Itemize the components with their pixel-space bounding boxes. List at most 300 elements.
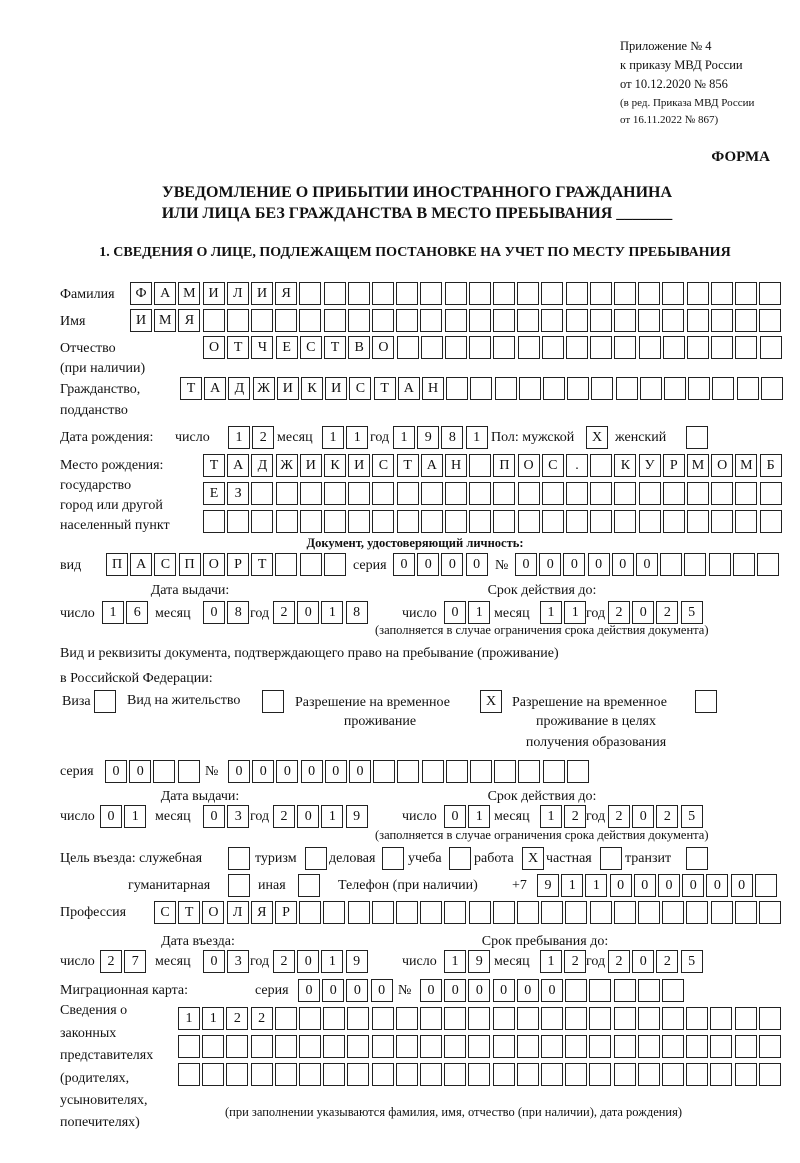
char-cell[interactable] xyxy=(226,1063,248,1086)
char-cell[interactable] xyxy=(589,979,611,1002)
char-cell[interactable] xyxy=(494,760,516,783)
char-cell[interactable]: 0 xyxy=(349,760,371,783)
char-cell[interactable]: 2 xyxy=(656,805,678,828)
char-cell[interactable] xyxy=(640,377,662,400)
char-cell[interactable] xyxy=(664,377,686,400)
char-cell[interactable] xyxy=(299,1007,321,1030)
char-cell[interactable] xyxy=(565,901,587,924)
char-cell[interactable]: Б xyxy=(760,454,782,477)
char-cell[interactable] xyxy=(614,510,636,533)
char-cell[interactable]: 0 xyxy=(346,979,368,1002)
char-cell[interactable] xyxy=(543,377,565,400)
char-cell[interactable] xyxy=(711,309,733,332)
char-cell[interactable] xyxy=(493,1063,515,1086)
char-cell[interactable]: О xyxy=(202,901,224,924)
char-cell[interactable]: 0 xyxy=(539,553,561,576)
char-cell[interactable]: 0 xyxy=(297,805,319,828)
char-cell[interactable] xyxy=(420,1035,442,1058)
char-cell[interactable] xyxy=(202,1035,224,1058)
char-cell[interactable] xyxy=(275,1035,297,1058)
char-cell[interactable]: Т xyxy=(324,336,346,359)
char-cell[interactable] xyxy=(420,1063,442,1086)
char-cell[interactable]: Ж xyxy=(253,377,275,400)
char-cell[interactable] xyxy=(372,901,394,924)
char-cell[interactable]: 1 xyxy=(585,874,607,897)
char-cell[interactable] xyxy=(396,282,418,305)
char-cell[interactable] xyxy=(589,1007,611,1030)
char-cell[interactable] xyxy=(614,1035,636,1058)
char-cell[interactable] xyxy=(710,1035,732,1058)
char-cell[interactable] xyxy=(324,282,346,305)
char-cell[interactable] xyxy=(614,901,636,924)
char-cell[interactable] xyxy=(444,1035,466,1058)
char-cell[interactable]: 2 xyxy=(608,950,630,973)
char-cell[interactable]: О xyxy=(203,553,225,576)
char-cell[interactable] xyxy=(493,336,515,359)
char-cell[interactable]: 0 xyxy=(105,760,127,783)
char-cell[interactable]: 1 xyxy=(444,950,466,973)
char-cell[interactable] xyxy=(735,510,757,533)
char-cell[interactable]: 0 xyxy=(563,553,585,576)
char-cell[interactable] xyxy=(735,1063,757,1086)
char-cell[interactable] xyxy=(567,377,589,400)
char-cell[interactable]: Ж xyxy=(276,454,298,477)
checkbox[interactable] xyxy=(695,690,717,713)
char-cell[interactable] xyxy=(567,760,589,783)
char-cell[interactable]: С xyxy=(349,377,371,400)
char-cell[interactable] xyxy=(711,282,733,305)
char-cell[interactable] xyxy=(589,1063,611,1086)
char-cell[interactable] xyxy=(421,510,443,533)
char-cell[interactable] xyxy=(397,510,419,533)
char-cell[interactable]: И xyxy=(325,377,347,400)
char-cell[interactable] xyxy=(275,1063,297,1086)
char-cell[interactable]: З xyxy=(227,482,249,505)
char-cell[interactable] xyxy=(757,553,779,576)
char-cell[interactable] xyxy=(590,901,612,924)
char-cell[interactable]: 0 xyxy=(420,979,442,1002)
char-cell[interactable] xyxy=(227,510,249,533)
char-cell[interactable]: Я xyxy=(178,309,200,332)
char-cell[interactable] xyxy=(324,309,346,332)
char-cell[interactable]: 0 xyxy=(515,553,537,576)
char-cell[interactable] xyxy=(323,901,345,924)
char-cell[interactable]: 1 xyxy=(178,1007,200,1030)
char-cell[interactable]: У xyxy=(639,454,661,477)
char-cell[interactable] xyxy=(565,1035,587,1058)
char-cell[interactable] xyxy=(347,1035,369,1058)
char-cell[interactable]: И xyxy=(203,282,225,305)
checkbox[interactable] xyxy=(262,690,284,713)
char-cell[interactable]: 0 xyxy=(444,805,466,828)
char-cell[interactable] xyxy=(565,1007,587,1030)
char-cell[interactable]: 0 xyxy=(417,553,439,576)
char-cell[interactable] xyxy=(541,1035,563,1058)
char-cell[interactable] xyxy=(420,282,442,305)
char-cell[interactable]: А xyxy=(421,454,443,477)
char-cell[interactable] xyxy=(684,553,706,576)
char-cell[interactable]: И xyxy=(300,454,322,477)
char-cell[interactable]: 1 xyxy=(540,805,562,828)
char-cell[interactable] xyxy=(372,482,394,505)
char-cell[interactable]: Я xyxy=(251,901,273,924)
char-cell[interactable]: 9 xyxy=(537,874,559,897)
char-cell[interactable]: О xyxy=(372,336,394,359)
char-cell[interactable]: Т xyxy=(203,454,225,477)
char-cell[interactable] xyxy=(687,309,709,332)
char-cell[interactable] xyxy=(711,510,733,533)
char-cell[interactable]: О xyxy=(711,454,733,477)
char-cell[interactable]: 9 xyxy=(346,950,368,973)
char-cell[interactable] xyxy=(348,510,370,533)
char-cell[interactable] xyxy=(396,1063,418,1086)
char-cell[interactable] xyxy=(347,1007,369,1030)
char-cell[interactable]: Т xyxy=(227,336,249,359)
char-cell[interactable] xyxy=(686,1007,708,1030)
char-cell[interactable] xyxy=(759,1035,781,1058)
char-cell[interactable] xyxy=(638,1007,660,1030)
char-cell[interactable]: 1 xyxy=(561,874,583,897)
char-cell[interactable]: 0 xyxy=(100,805,122,828)
char-cell[interactable] xyxy=(153,760,175,783)
char-cell[interactable]: 2 xyxy=(608,805,630,828)
char-cell[interactable] xyxy=(323,1063,345,1086)
char-cell[interactable] xyxy=(759,309,781,332)
char-cell[interactable]: Д xyxy=(251,454,273,477)
char-cell[interactable] xyxy=(759,901,781,924)
char-cell[interactable] xyxy=(372,309,394,332)
char-cell[interactable]: С xyxy=(300,336,322,359)
char-cell[interactable] xyxy=(709,553,731,576)
checkbox[interactable] xyxy=(94,690,116,713)
char-cell[interactable]: 0 xyxy=(658,874,680,897)
char-cell[interactable] xyxy=(469,901,491,924)
char-cell[interactable]: Н xyxy=(422,377,444,400)
char-cell[interactable] xyxy=(469,282,491,305)
char-cell[interactable] xyxy=(687,482,709,505)
char-cell[interactable] xyxy=(616,377,638,400)
char-cell[interactable] xyxy=(761,377,783,400)
char-cell[interactable] xyxy=(299,901,321,924)
char-cell[interactable] xyxy=(759,1063,781,1086)
char-cell[interactable]: 1 xyxy=(202,1007,224,1030)
char-cell[interactable] xyxy=(542,482,564,505)
char-cell[interactable] xyxy=(324,482,346,505)
char-cell[interactable] xyxy=(638,282,660,305)
char-cell[interactable]: Р xyxy=(227,553,249,576)
char-cell[interactable] xyxy=(614,309,636,332)
char-cell[interactable]: 0 xyxy=(493,979,515,1002)
char-cell[interactable] xyxy=(688,377,710,400)
char-cell[interactable] xyxy=(686,1063,708,1086)
char-cell[interactable] xyxy=(420,309,442,332)
char-cell[interactable]: 0 xyxy=(636,553,658,576)
char-cell[interactable]: 2 xyxy=(608,601,630,624)
char-cell[interactable]: 1 xyxy=(346,426,368,449)
char-cell[interactable] xyxy=(519,377,541,400)
char-cell[interactable] xyxy=(735,309,757,332)
char-cell[interactable] xyxy=(662,1007,684,1030)
char-cell[interactable]: И xyxy=(251,282,273,305)
char-cell[interactable] xyxy=(468,1035,490,1058)
char-cell[interactable] xyxy=(760,336,782,359)
char-cell[interactable]: Т xyxy=(180,377,202,400)
char-cell[interactable]: 0 xyxy=(203,805,225,828)
char-cell[interactable] xyxy=(396,309,418,332)
char-cell[interactable] xyxy=(660,553,682,576)
char-cell[interactable]: 0 xyxy=(203,950,225,973)
checkbox[interactable] xyxy=(305,847,327,870)
char-cell[interactable]: П xyxy=(493,454,515,477)
char-cell[interactable]: 2 xyxy=(252,426,274,449)
char-cell[interactable]: Я xyxy=(275,282,297,305)
char-cell[interactable]: 1 xyxy=(322,426,344,449)
char-cell[interactable] xyxy=(733,553,755,576)
char-cell[interactable] xyxy=(686,1035,708,1058)
char-cell[interactable] xyxy=(614,482,636,505)
char-cell[interactable] xyxy=(687,336,709,359)
char-cell[interactable] xyxy=(445,309,467,332)
char-cell[interactable] xyxy=(469,454,491,477)
char-cell[interactable]: Р xyxy=(275,901,297,924)
char-cell[interactable]: Л xyxy=(227,282,249,305)
char-cell[interactable]: А xyxy=(398,377,420,400)
char-cell[interactable] xyxy=(662,1035,684,1058)
char-cell[interactable] xyxy=(638,1035,660,1058)
char-cell[interactable] xyxy=(662,309,684,332)
char-cell[interactable] xyxy=(760,510,782,533)
char-cell[interactable]: О xyxy=(518,454,540,477)
char-cell[interactable] xyxy=(687,510,709,533)
char-cell[interactable]: 0 xyxy=(252,760,274,783)
char-cell[interactable]: 0 xyxy=(444,601,466,624)
char-cell[interactable] xyxy=(251,510,273,533)
char-cell[interactable]: 0 xyxy=(297,950,319,973)
char-cell[interactable] xyxy=(590,454,612,477)
char-cell[interactable] xyxy=(226,1035,248,1058)
char-cell[interactable] xyxy=(372,1007,394,1030)
char-cell[interactable]: 2 xyxy=(226,1007,248,1030)
char-cell[interactable] xyxy=(687,282,709,305)
char-cell[interactable] xyxy=(493,482,515,505)
char-cell[interactable] xyxy=(372,510,394,533)
char-cell[interactable] xyxy=(469,309,491,332)
char-cell[interactable]: Ч xyxy=(251,336,273,359)
char-cell[interactable]: 0 xyxy=(441,553,463,576)
checkbox[interactable] xyxy=(686,426,708,449)
char-cell[interactable] xyxy=(663,510,685,533)
char-cell[interactable] xyxy=(299,309,321,332)
char-cell[interactable] xyxy=(590,336,612,359)
char-cell[interactable] xyxy=(518,336,540,359)
char-cell[interactable] xyxy=(712,377,734,400)
char-cell[interactable]: А xyxy=(227,454,249,477)
char-cell[interactable] xyxy=(348,901,370,924)
char-cell[interactable] xyxy=(469,336,491,359)
char-cell[interactable] xyxy=(178,760,200,783)
char-cell[interactable] xyxy=(662,979,684,1002)
char-cell[interactable]: В xyxy=(348,336,370,359)
char-cell[interactable] xyxy=(639,510,661,533)
char-cell[interactable]: С xyxy=(154,901,176,924)
char-cell[interactable]: Р xyxy=(663,454,685,477)
checkbox[interactable] xyxy=(686,847,708,870)
char-cell[interactable] xyxy=(590,482,612,505)
char-cell[interactable]: К xyxy=(324,454,346,477)
char-cell[interactable] xyxy=(517,1063,539,1086)
char-cell[interactable] xyxy=(755,874,777,897)
char-cell[interactable]: 0 xyxy=(228,760,250,783)
char-cell[interactable]: 2 xyxy=(273,805,295,828)
char-cell[interactable]: 0 xyxy=(634,874,656,897)
char-cell[interactable]: 9 xyxy=(468,950,490,973)
char-cell[interactable]: С xyxy=(154,553,176,576)
char-cell[interactable] xyxy=(300,510,322,533)
char-cell[interactable] xyxy=(372,282,394,305)
char-cell[interactable]: 0 xyxy=(706,874,728,897)
char-cell[interactable] xyxy=(614,1007,636,1030)
char-cell[interactable] xyxy=(565,1063,587,1086)
char-cell[interactable] xyxy=(662,1063,684,1086)
char-cell[interactable] xyxy=(348,482,370,505)
char-cell[interactable] xyxy=(445,336,467,359)
char-cell[interactable] xyxy=(541,309,563,332)
char-cell[interactable] xyxy=(543,760,565,783)
char-cell[interactable] xyxy=(275,1007,297,1030)
checkbox[interactable] xyxy=(228,874,250,897)
char-cell[interactable]: 2 xyxy=(656,601,678,624)
char-cell[interactable]: 8 xyxy=(441,426,463,449)
char-cell[interactable]: 2 xyxy=(100,950,122,973)
char-cell[interactable] xyxy=(468,1063,490,1086)
char-cell[interactable]: 5 xyxy=(681,601,703,624)
char-cell[interactable]: Ф xyxy=(130,282,152,305)
char-cell[interactable] xyxy=(470,760,492,783)
char-cell[interactable]: 2 xyxy=(273,950,295,973)
char-cell[interactable] xyxy=(565,979,587,1002)
char-cell[interactable] xyxy=(227,309,249,332)
char-cell[interactable] xyxy=(735,1007,757,1030)
char-cell[interactable]: 1 xyxy=(321,601,343,624)
char-cell[interactable] xyxy=(686,901,708,924)
char-cell[interactable] xyxy=(517,309,539,332)
char-cell[interactable]: 0 xyxy=(301,760,323,783)
char-cell[interactable] xyxy=(202,1063,224,1086)
char-cell[interactable]: А xyxy=(204,377,226,400)
char-cell[interactable] xyxy=(420,901,442,924)
char-cell[interactable] xyxy=(276,482,298,505)
char-cell[interactable] xyxy=(495,377,517,400)
char-cell[interactable] xyxy=(760,482,782,505)
char-cell[interactable]: 0 xyxy=(588,553,610,576)
char-cell[interactable] xyxy=(397,760,419,783)
char-cell[interactable] xyxy=(541,282,563,305)
checkbox[interactable] xyxy=(600,847,622,870)
char-cell[interactable] xyxy=(735,1035,757,1058)
char-cell[interactable] xyxy=(275,553,297,576)
checkbox[interactable]: X xyxy=(586,426,608,449)
char-cell[interactable] xyxy=(444,901,466,924)
char-cell[interactable]: Л xyxy=(227,901,249,924)
char-cell[interactable]: 2 xyxy=(564,950,586,973)
char-cell[interactable] xyxy=(735,901,757,924)
char-cell[interactable] xyxy=(662,282,684,305)
char-cell[interactable]: П xyxy=(106,553,128,576)
char-cell[interactable]: . xyxy=(566,454,588,477)
char-cell[interactable] xyxy=(566,510,588,533)
checkbox[interactable] xyxy=(228,847,250,870)
char-cell[interactable] xyxy=(542,510,564,533)
char-cell[interactable] xyxy=(446,760,468,783)
char-cell[interactable]: 0 xyxy=(632,950,654,973)
char-cell[interactable]: 1 xyxy=(468,601,490,624)
char-cell[interactable] xyxy=(566,282,588,305)
char-cell[interactable] xyxy=(203,309,225,332)
char-cell[interactable]: 1 xyxy=(321,805,343,828)
char-cell[interactable]: М xyxy=(735,454,757,477)
char-cell[interactable]: 0 xyxy=(129,760,151,783)
char-cell[interactable] xyxy=(251,1063,273,1086)
char-cell[interactable]: 7 xyxy=(124,950,146,973)
char-cell[interactable]: 0 xyxy=(632,601,654,624)
char-cell[interactable] xyxy=(421,482,443,505)
char-cell[interactable]: 0 xyxy=(203,601,225,624)
char-cell[interactable] xyxy=(517,901,539,924)
char-cell[interactable] xyxy=(710,1007,732,1030)
char-cell[interactable] xyxy=(589,1035,611,1058)
char-cell[interactable]: 0 xyxy=(444,979,466,1002)
char-cell[interactable]: 6 xyxy=(126,601,148,624)
char-cell[interactable]: О xyxy=(203,336,225,359)
char-cell[interactable] xyxy=(614,979,636,1002)
char-cell[interactable] xyxy=(444,1063,466,1086)
char-cell[interactable] xyxy=(251,482,273,505)
char-cell[interactable] xyxy=(446,377,468,400)
char-cell[interactable]: 0 xyxy=(325,760,347,783)
char-cell[interactable] xyxy=(759,1007,781,1030)
char-cell[interactable]: 1 xyxy=(540,950,562,973)
char-cell[interactable]: 8 xyxy=(346,601,368,624)
char-cell[interactable]: 8 xyxy=(227,601,249,624)
char-cell[interactable] xyxy=(396,1007,418,1030)
checkbox[interactable]: X xyxy=(480,690,502,713)
char-cell[interactable] xyxy=(518,760,540,783)
char-cell[interactable]: 2 xyxy=(273,601,295,624)
char-cell[interactable] xyxy=(542,336,564,359)
char-cell[interactable] xyxy=(203,510,225,533)
char-cell[interactable] xyxy=(638,979,660,1002)
char-cell[interactable]: Е xyxy=(203,482,225,505)
char-cell[interactable] xyxy=(735,282,757,305)
char-cell[interactable]: 0 xyxy=(322,979,344,1002)
char-cell[interactable]: 2 xyxy=(656,950,678,973)
char-cell[interactable] xyxy=(493,282,515,305)
char-cell[interactable] xyxy=(347,1063,369,1086)
char-cell[interactable] xyxy=(735,336,757,359)
char-cell[interactable]: Т xyxy=(251,553,273,576)
char-cell[interactable] xyxy=(737,377,759,400)
char-cell[interactable]: 1 xyxy=(466,426,488,449)
char-cell[interactable] xyxy=(590,282,612,305)
char-cell[interactable]: 5 xyxy=(681,950,703,973)
char-cell[interactable]: 0 xyxy=(298,979,320,1002)
char-cell[interactable]: 0 xyxy=(632,805,654,828)
checkbox[interactable] xyxy=(449,847,471,870)
char-cell[interactable]: Н xyxy=(445,454,467,477)
char-cell[interactable]: Т xyxy=(397,454,419,477)
char-cell[interactable] xyxy=(614,1063,636,1086)
char-cell[interactable] xyxy=(493,309,515,332)
